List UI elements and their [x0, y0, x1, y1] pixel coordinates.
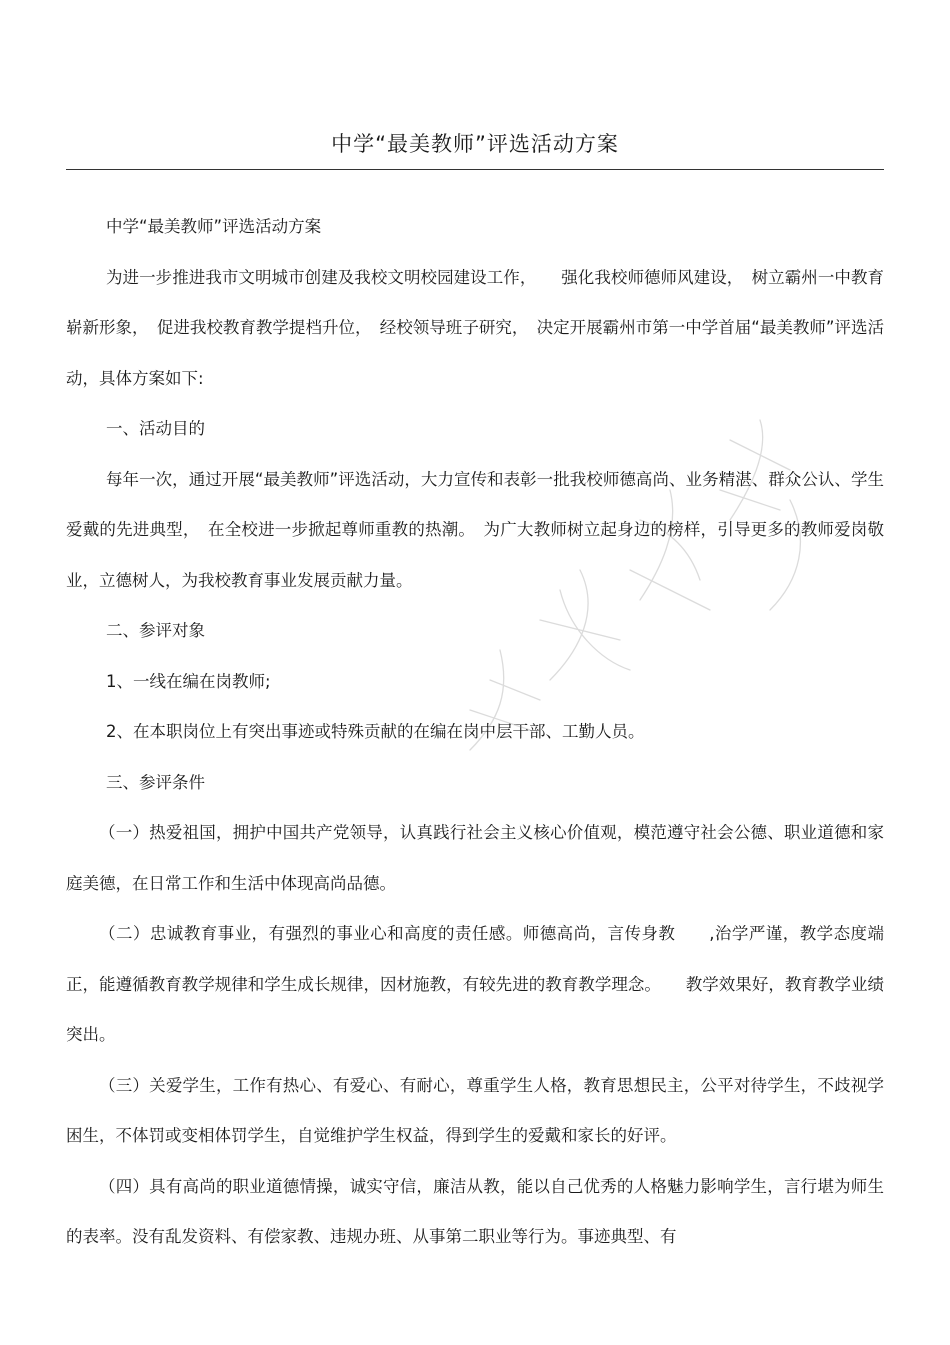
body-paragraph: 每年一次，通过开展“最美教师”评选活动，大力宣传和表彰一批我校师德高尚、业务精湛、群众公认、学生爱戴的先进典型， 在全校进一步掀起尊师重教的热潮。 为广大教师树立起身边的榜样，引导更多的教师爱岗敬业，立德树人，为我校教育事业发展贡献力量。	[66, 469, 884, 590]
body-paragraph: （一）热爱祖国，拥护中国共产党领导，认真践行社会主义核心价值观，模范遵守社会公德、职业道德和家庭美德，在日常工作和生活中体现高尚品德。	[66, 823, 884, 893]
section-heading: 一、活动目的	[106, 419, 205, 438]
body-paragraph: （三）关爱学生，工作有热心、有爱心、有耐心，尊重学生人格，教育思想民主，公平对待学生，不歧视学困生，不体罚或变相体罚学生，自觉维护学生权益，得到学生的爱戴和家长的好评。	[66, 1075, 884, 1145]
section-heading: 二、参评对象	[106, 621, 205, 640]
document-body	[66, 202, 884, 1263]
list-item: 2、在本职岗位上有突出事迹或特殊贡献的在编在岗中层干部、工勤人员。	[106, 722, 645, 741]
list-item: 1、一线在编在岗教师;	[106, 671, 271, 691]
body-paragraph: 为进一步推进我市文明城市创建及我校文明校园建设工作， 强化我校师德师风建设， 树立霸州一中教育崭新形象， 促进我校教育教学提档升位， 经校领导班子研究， 决定开展霸州市第一中学首届“最美教师”评选活动，具体方案如下:	[66, 267, 884, 388]
title-divider	[66, 169, 884, 170]
section-heading: 三、参评条件	[106, 772, 205, 792]
body-paragraph: 中学“最美教师”评选活动方案	[106, 217, 322, 236]
body-paragraph: （四）具有高尚的职业道德情操，诚实守信，廉洁从教，能以自己优秀的人格魅力影响学生，言行堪为师生的表率。没有乱发资料、有偿家教、违规办班、从事第二职业等行为。事迹典型、有	[66, 1176, 884, 1246]
document-title: 中学“最美教师”评选活动方案	[331, 132, 619, 156]
body-paragraph: （二）忠诚教育事业，有强烈的事业心和高度的责任感。师德高尚，言传身教 ,治学严谨，教学态度端正，能遵循教育教学规律和学生成长规律，因材施教，有较先进的教育教学理念。 教学效果好，教育教学业绩突出。	[66, 924, 884, 1044]
